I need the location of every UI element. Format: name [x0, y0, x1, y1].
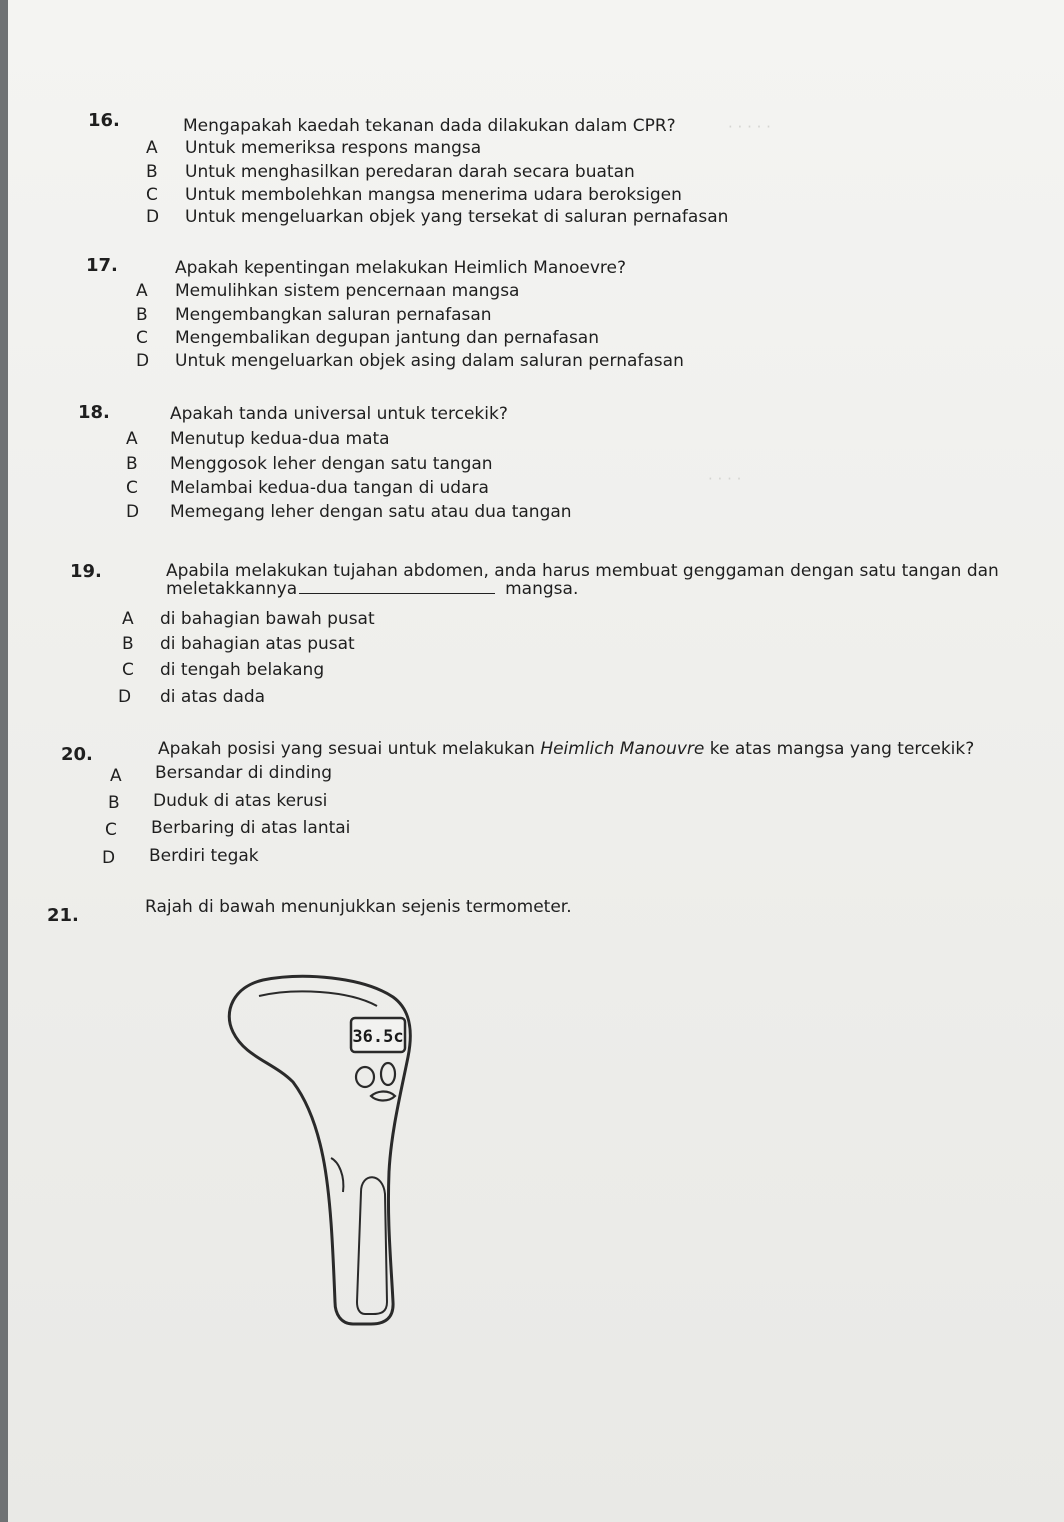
option-text: di atas dada [160, 687, 266, 707]
question-text: Apakah kepentingan melakukan Heimlich Manoevre? [175, 258, 627, 278]
option-letter: D [146, 207, 160, 227]
thermometer-trigger-button [371, 1092, 395, 1101]
option-text: Berdiri tegak [149, 846, 259, 866]
question-text-before-blank: meletakkannya [166, 579, 298, 599]
option-letter: D [118, 687, 132, 707]
option-text: Mengembangkan saluran pernafasan [175, 305, 492, 325]
option-letter: C [105, 820, 117, 840]
option-text: di tengah belakang [160, 660, 325, 680]
option-text: Untuk memeriksa respons mangsa [185, 138, 482, 158]
infrared-thermometer-icon [213, 962, 443, 1342]
option-letter: D [136, 351, 150, 371]
question-text-italic: Heimlich Manouvre [540, 739, 705, 759]
option-text: Berbaring di atas lantai [151, 818, 351, 838]
option-text: Memulihkan sistem pencernaan mangsa [175, 281, 520, 301]
exam-page [8, 0, 1064, 1522]
option-text: Untuk membolehkan mangsa menerima udara beroksigen [185, 185, 682, 205]
question-number: 16. [88, 110, 120, 131]
bleed-through-text: · · · · [708, 470, 742, 488]
option-letter: B [122, 634, 134, 654]
thermometer-reading: 36.5c [352, 1027, 404, 1047]
question-number: 17. [86, 255, 118, 276]
option-text: Menutup kedua-dua mata [170, 429, 390, 449]
option-letter: D [126, 502, 140, 522]
option-text: Mengembalikan degupan jantung dan pernafasan [175, 328, 600, 348]
question-text: Rajah di bawah menunjukkan sejenis termometer. [145, 897, 572, 917]
option-letter: C [136, 328, 148, 348]
option-letter: D [102, 848, 116, 868]
question-text-after: ke atas mangsa yang tercekik? [704, 739, 975, 759]
option-letter: B [146, 162, 158, 182]
option-letter: C [126, 478, 138, 498]
question-text: Apabila melakukan tujahan abdomen, anda harus membuat genggaman dengan satu tangan dan [166, 561, 999, 581]
option-text: di bahagian atas pusat [160, 634, 355, 654]
option-letter: A [136, 281, 148, 301]
bleed-through-text: · · · · · [728, 118, 771, 136]
option-letter: A [126, 429, 138, 449]
option-text: Untuk menghasilkan peredaran darah secara buatan [185, 162, 635, 182]
option-letter: A [146, 138, 158, 158]
answer-blank [299, 579, 495, 594]
question-text-before: Apakah posisi yang sesuai untuk melakukan [158, 739, 541, 759]
option-letter: A [122, 609, 134, 629]
question-number: 18. [78, 402, 110, 423]
option-letter: B [136, 305, 148, 325]
option-letter: B [108, 793, 120, 813]
option-text: Memegang leher dengan satu atau dua tangan [170, 502, 572, 522]
thermometer-button-right [381, 1063, 395, 1085]
option-letter: C [146, 185, 158, 205]
option-text: Duduk di atas kerusi [153, 791, 328, 811]
option-text: Menggosok leher dengan satu tangan [170, 454, 493, 474]
option-letter: C [122, 660, 134, 680]
question-number: 19. [70, 561, 102, 582]
question-text: Mengapakah kaedah tekanan dada dilakukan dalam CPR? [183, 116, 676, 136]
question-number: 21. [47, 905, 79, 926]
thermometer-button-left [356, 1067, 374, 1087]
option-text: Bersandar di dinding [155, 763, 333, 783]
option-text: Untuk mengeluarkan objek asing dalam saluran pernafasan [175, 351, 684, 371]
option-text: Melambai kedua-dua tangan di udara [170, 478, 489, 498]
question-text-after-blank: mangsa. [505, 579, 579, 599]
question-number: 20. [61, 744, 93, 765]
question-text: Apakah tanda universal untuk tercekik? [170, 404, 508, 424]
option-letter: B [126, 454, 138, 474]
option-letter: A [110, 766, 122, 786]
option-text: di bahagian bawah pusat [160, 609, 375, 629]
option-text: Untuk mengeluarkan objek yang tersekat di saluran pernafasan [185, 207, 729, 227]
question-text-line2 [166, 579, 578, 599]
question-text [158, 739, 974, 759]
